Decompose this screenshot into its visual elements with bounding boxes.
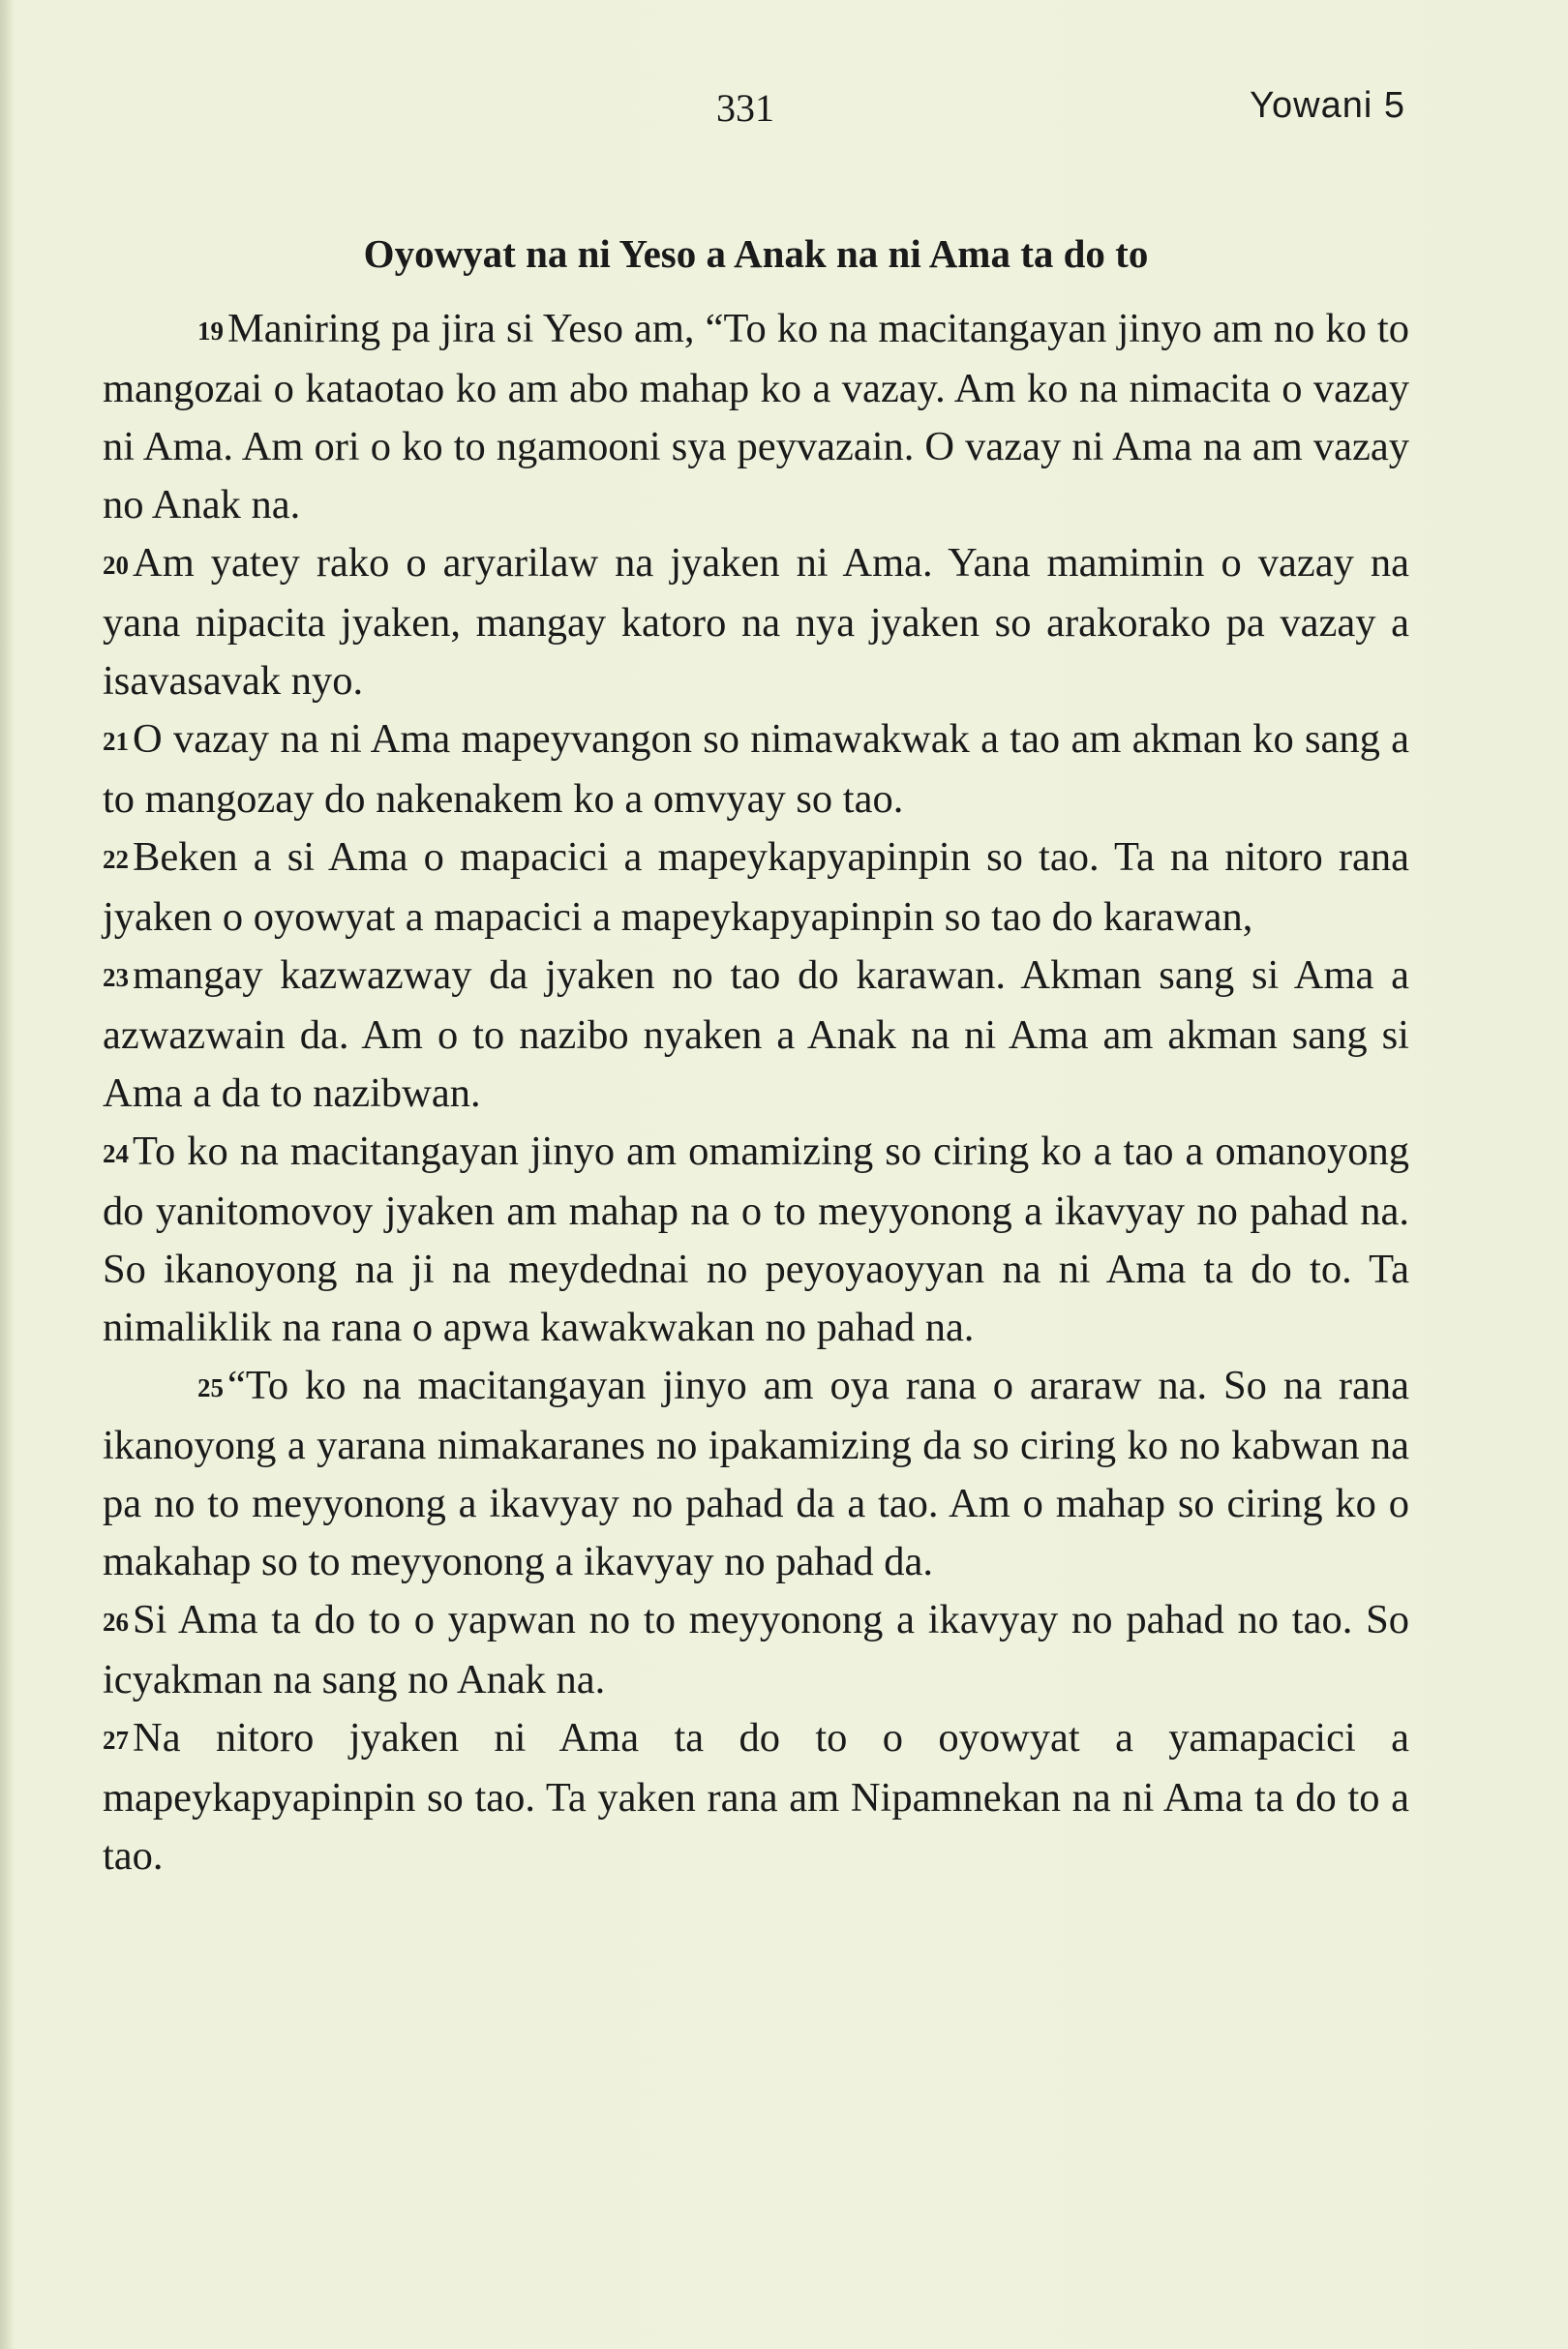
- verse-23: [103, 947, 1409, 1123]
- verse-text: mangay kazwazway da jyaken no tao do karawan. Akman sang si Ama a azwazwain da. Am o to nazibo nyaken a Anak na ni Ama am akman sang si Ama a da to nazibwan.: [103, 952, 1409, 1116]
- verse-text: Na nitoro jyaken ni Ama ta do to o oyowyat a yamapacici a mapeykapyapinpin so tao. Ta yaken rana am Nipamnekan na ni Ama ta do to a tao.: [103, 1715, 1409, 1879]
- verse-22: [103, 828, 1409, 947]
- verse-text: To ko na macitangayan jinyo am omamizing so ciring ko a tao a omanoyong do yanitomovoy jyaken am mahap na o to meyyonong a ikavyay no pahad na. So ikanoyong na ji na meydednai no peyoyaoyyan na ni Ama ta do to. Ta nimaliklik na rana o apwa kawakwakan no pahad na.: [103, 1129, 1409, 1350]
- book-chapter: Yowani 5: [1250, 85, 1405, 126]
- verse-20: [103, 534, 1409, 710]
- verse-number: 19: [197, 316, 224, 346]
- verse-number: 22: [103, 845, 129, 874]
- verse-text: O vazay na ni Ama mapeyvangon so nimawakwak a tao am akman ko sang a to mangozay do nakenakem ko a omvyay so tao.: [103, 716, 1409, 822]
- verse-26: [103, 1591, 1409, 1709]
- verse-number: 27: [103, 1726, 129, 1755]
- spine-shadow: [0, 0, 14, 2349]
- verse-text: Beken a si Ama o mapacici a mapeykapyapinpin so tao. Ta na nitoro rana jyaken o oyowyat a mapacici a mapeykapyapinpin so tao do karawan,: [103, 834, 1409, 940]
- verse-text: Am yatey rako o aryarilaw na jyaken ni Ama. Yana mamimin o vazay na yana nipacita jyaken, mangay katoro na nya jyaken so arakorako pa vazay a isavasavak nyo.: [103, 540, 1409, 704]
- verse-19: [103, 300, 1409, 534]
- verse-21: [103, 710, 1409, 828]
- verse-24: [103, 1123, 1409, 1357]
- page-number: 331: [716, 86, 774, 130]
- verse-text: Si Ama ta do to o yapwan no to meyyonong a ikavyay no pahad no tao. So icyakman na sang no Anak na.: [103, 1597, 1409, 1702]
- verse-number: 24: [103, 1139, 129, 1168]
- section-heading: Oyowyat na ni Yeso a Anak na ni Ama ta do to: [363, 231, 1149, 276]
- verse-25: [103, 1357, 1409, 1591]
- text-body: [103, 225, 1409, 1885]
- verse-number: 20: [103, 551, 129, 580]
- verse-number: 23: [103, 963, 129, 992]
- running-head: [0, 85, 1568, 143]
- verse-number: 21: [103, 727, 129, 756]
- verse-number: 25: [197, 1373, 224, 1402]
- verse-text: “To ko na macitangayan jinyo am oya rana o araraw na. So na rana ikanoyong a yarana nimakaranes no ipakamizing da so ciring ko no kabwan na pa no to meyyonong a ikavyay no pahad da a tao. Am o mahap so ciring ko o makahap so to meyyonong a ikavyay no pahad da.: [103, 1363, 1409, 1584]
- verse-27: [103, 1709, 1409, 1885]
- verse-text: Maniring pa jira si Yeso am, “To ko na macitangayan jinyo am no ko to mangozai o kataotao ko am abo mahap ko a vazay. Am ko na nimacita o vazay ni Ama. Am ori o ko to ngamooni sya peyvazain. O vazay ni Ama na am vazay no Anak na.: [103, 306, 1409, 527]
- verse-number: 26: [103, 1608, 129, 1637]
